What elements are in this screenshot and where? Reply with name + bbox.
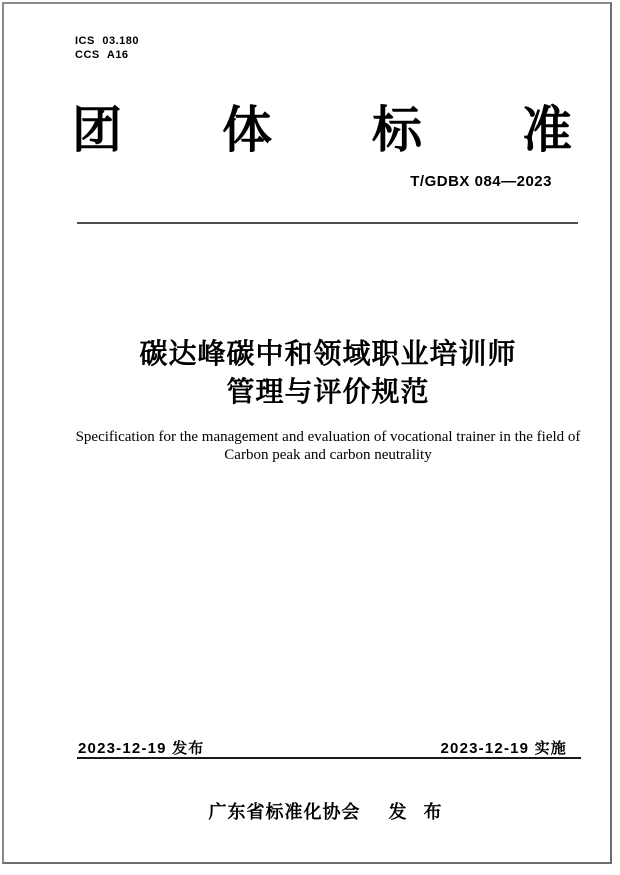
doc-type-char-3: 标 — [372, 102, 422, 158]
ics-code: ICS 03.180 — [75, 35, 140, 47]
publisher-name: 广东省标准化协会 — [208, 802, 361, 822]
implement-date: 2023-12-19 实施 — [440, 740, 567, 757]
issue-date: 2023-12-19 发布 — [78, 740, 205, 757]
publisher-line — [50, 798, 606, 824]
doc-type-char-2: 体 — [222, 102, 272, 158]
date-row — [78, 737, 567, 758]
title-english-line1: Specification for the management and evaluation of vocational trainer in the field of — [75, 429, 581, 445]
title-english-line2: Carbon peak and carbon neutrality — [224, 447, 432, 463]
title-english — [50, 428, 606, 464]
standard-cover-page — [2, 2, 612, 864]
title-chinese-line2: 管理与评价规范 — [226, 376, 430, 407]
classification-codes — [75, 34, 139, 62]
footer-rule — [77, 757, 581, 759]
doc-type-char-1: 团 — [72, 102, 122, 158]
doc-type-char-4: 准 — [522, 102, 572, 158]
title-chinese-line1: 碳达峰碳中和领域职业培训师 — [139, 338, 517, 369]
standard-number: T/GDBX 084—2023 — [410, 173, 552, 190]
document-type-title — [72, 103, 572, 157]
header-rule — [77, 222, 578, 224]
ccs-code: CCS A16 — [75, 49, 129, 61]
publish-action-label: 发 布 — [388, 802, 448, 822]
title-chinese — [50, 335, 606, 411]
